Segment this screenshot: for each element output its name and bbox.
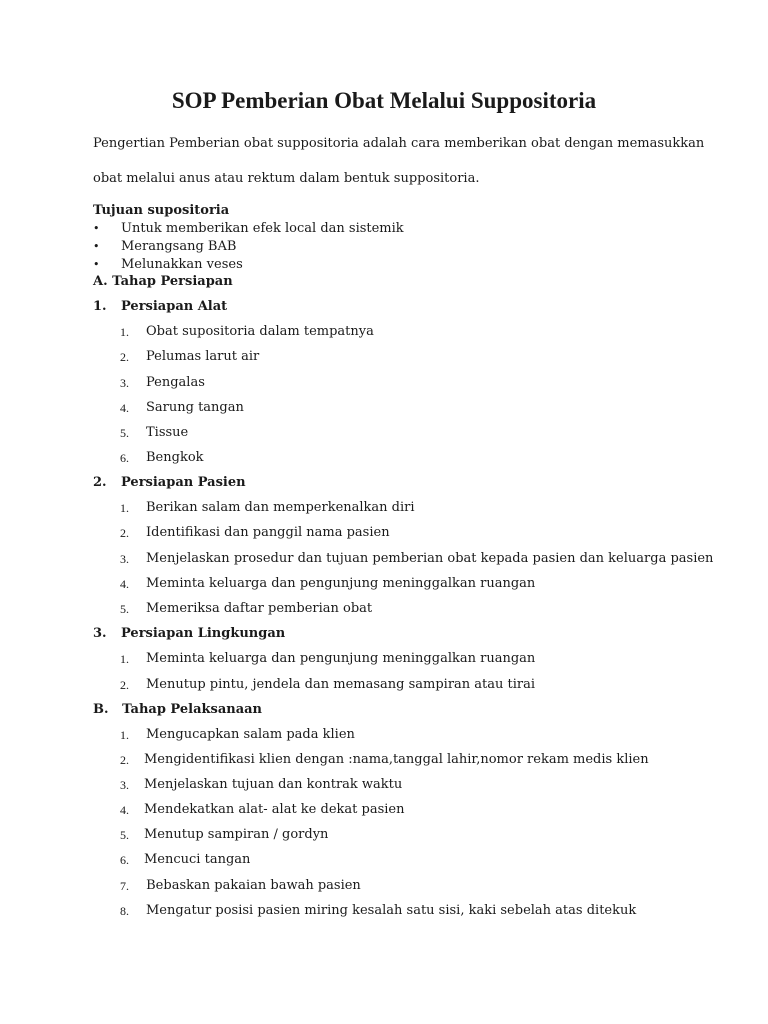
list-item-number: 1. bbox=[120, 325, 129, 339]
list-item-number: 2. bbox=[120, 753, 129, 767]
list-item: Berikan salam dan memperkenalkan diri bbox=[146, 500, 415, 515]
list-item-number: 8. bbox=[120, 904, 129, 918]
bullet-icon: • bbox=[93, 240, 100, 253]
purpose-heading: Tujuan supositoria bbox=[93, 203, 230, 218]
list-item-number: 3. bbox=[120, 778, 129, 792]
document-title: SOP Pemberian Obat Melalui Suppositoria bbox=[171, 88, 597, 113]
group-heading-persiapan-alat: Persiapan Alat bbox=[121, 299, 228, 314]
section-b-heading: B. Tahap Pelaksanaan bbox=[93, 702, 262, 717]
list-item: Pelumas larut air bbox=[146, 349, 260, 364]
list-item: Menjelaskan tujuan dan kontrak waktu bbox=[144, 777, 403, 792]
group-number: 2. bbox=[93, 475, 107, 490]
definition-line-1: Pengertian Pemberian obat suppositoria adalah cara memberikan obat dengan memasukkan bbox=[93, 136, 705, 151]
definition-line-2: obat melalui anus atau rektum dalam bentuk suppositoria. bbox=[93, 171, 480, 186]
list-item-number: 2. bbox=[120, 350, 129, 364]
list-item: Mencuci tangan bbox=[144, 852, 251, 867]
list-item-number: 4. bbox=[120, 803, 129, 817]
list-item: Mengidentifikasi klien dengan :nama,tanggal lahir,nomor rekam medis klien bbox=[144, 752, 649, 767]
purpose-item: Melunakkan veses bbox=[121, 257, 243, 272]
list-item: Identifikasi dan panggil nama pasien bbox=[146, 525, 390, 540]
list-item: Pengalas bbox=[146, 375, 205, 390]
list-item-number: 3. bbox=[120, 552, 129, 566]
list-item-number: 6. bbox=[120, 853, 129, 867]
list-item: Sarung tangan bbox=[146, 400, 244, 415]
list-item-number: 1. bbox=[120, 652, 129, 666]
list-item: Bengkok bbox=[146, 450, 204, 465]
list-item: Memeriksa daftar pemberian obat bbox=[146, 601, 373, 616]
list-item: Mengucapkan salam pada klien bbox=[146, 727, 355, 742]
bullet-icon: • bbox=[93, 222, 100, 235]
list-item: Menjelaskan prosedur dan tujuan pemberian obat kepada pasien dan keluarga pasien bbox=[146, 551, 714, 566]
list-item-number: 1. bbox=[120, 728, 129, 742]
list-item-number: 5. bbox=[120, 426, 129, 440]
group-heading-persiapan-pasien: Persiapan Pasien bbox=[121, 475, 246, 490]
list-item-number: 4. bbox=[120, 401, 129, 415]
section-a-heading: A. Tahap Persiapan bbox=[93, 274, 233, 289]
list-item-number: 5. bbox=[120, 828, 129, 842]
list-item-number: 3. bbox=[120, 376, 129, 390]
list-item: Tissue bbox=[146, 425, 189, 440]
list-item: Meminta keluarga dan pengunjung meninggalkan ruangan bbox=[146, 576, 536, 591]
list-item: Obat supositoria dalam tempatnya bbox=[146, 324, 374, 339]
list-item-number: 1. bbox=[120, 501, 129, 515]
list-item-number: 7. bbox=[120, 879, 129, 893]
purpose-item: Merangsang BAB bbox=[121, 239, 237, 254]
list-item: Menutup pintu, jendela dan memasang sampiran atau tirai bbox=[146, 677, 536, 692]
list-item-number: 6. bbox=[120, 451, 129, 465]
list-item-number: 4. bbox=[120, 577, 129, 591]
list-item-number: 5. bbox=[120, 602, 129, 616]
group-number: 1. bbox=[93, 299, 107, 314]
list-item: Meminta keluarga dan pengunjung meninggalkan ruangan bbox=[146, 651, 536, 666]
list-item: Menutup sampiran / gordyn bbox=[144, 827, 329, 842]
list-item-number: 2. bbox=[120, 526, 129, 540]
group-number: 3. bbox=[93, 626, 107, 641]
bullet-icon: • bbox=[93, 258, 100, 271]
list-item-number: 2. bbox=[120, 678, 129, 692]
list-item: Mendekatkan alat- alat ke dekat pasien bbox=[144, 802, 405, 817]
group-heading-persiapan-lingkungan: Persiapan Lingkungan bbox=[121, 626, 286, 641]
list-item: Mengatur posisi pasien miring kesalah satu sisi, kaki sebelah atas ditekuk bbox=[146, 903, 637, 918]
list-item: Bebaskan pakaian bawah pasien bbox=[142, 878, 361, 893]
purpose-item: Untuk memberikan efek local dan sistemik bbox=[121, 221, 404, 236]
